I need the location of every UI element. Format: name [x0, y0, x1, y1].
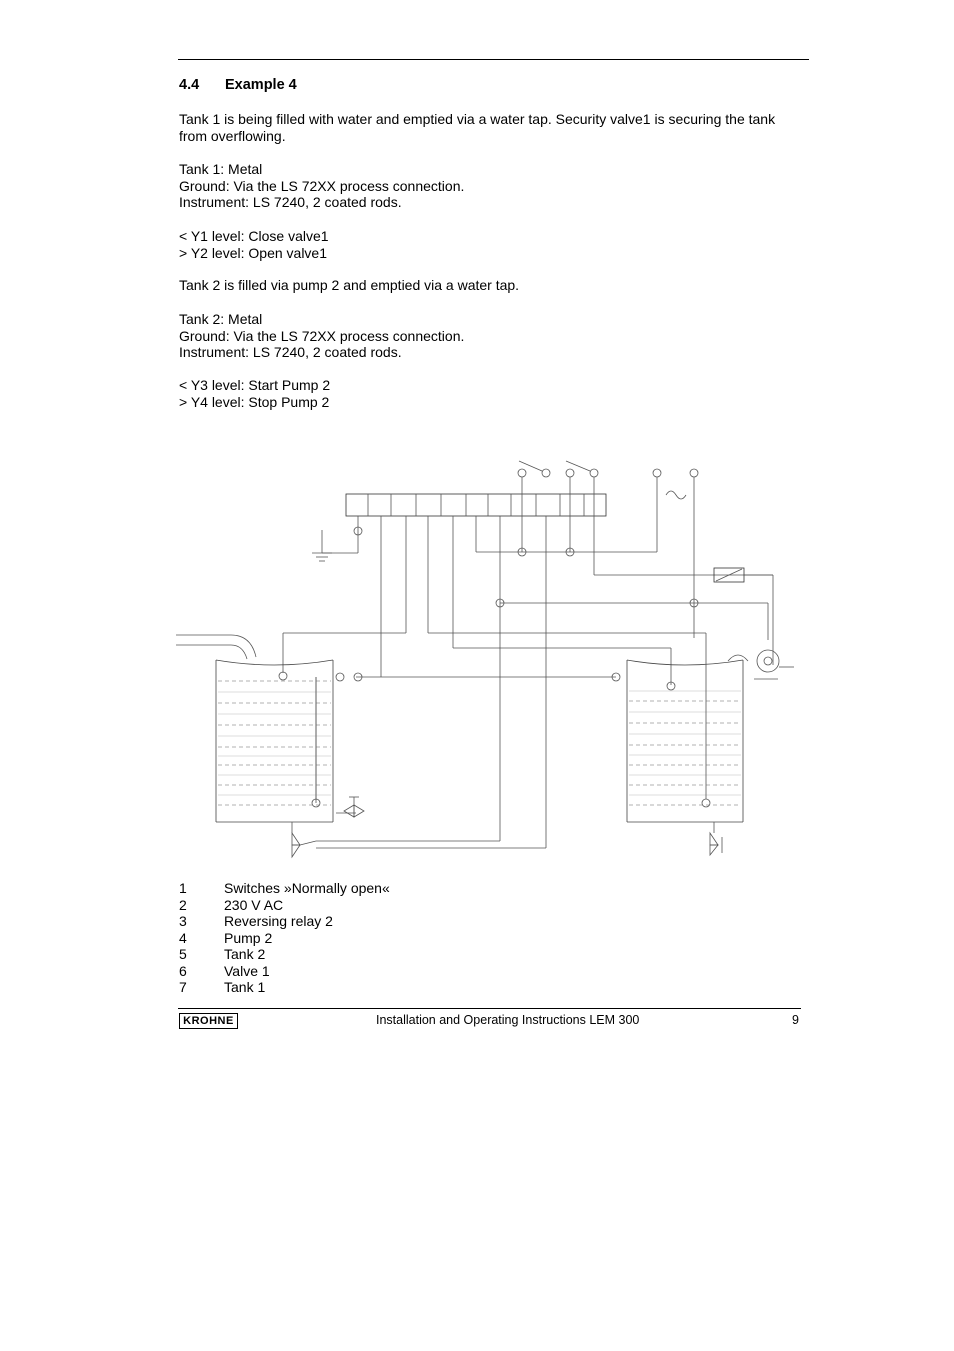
- section-number: 4.4: [179, 77, 200, 93]
- legend-number: 2: [179, 896, 187, 913]
- section-title: Example 4: [225, 77, 297, 93]
- text-line: > Y4 level: Stop Pump 2: [179, 393, 330, 410]
- text-line: Tank 2 is filled via pump 2 and emptied via a water tap.: [179, 277, 520, 293]
- text-line: Instrument: LS 7240, 2 coated rods.: [179, 194, 402, 210]
- legend-label: Pump 2: [224, 929, 273, 946]
- paragraph-intro-tank2: [179, 277, 809, 294]
- list-item: [179, 880, 390, 897]
- paragraph-tank1-spec: [179, 161, 809, 211]
- switch-icon: [518, 461, 598, 477]
- footer-title: Installation and Operating Instructions LEM 300: [376, 1013, 640, 1027]
- inlet-pipe: [176, 635, 256, 659]
- paragraph-intro-tank1: [179, 111, 809, 144]
- legend-label: Switches »Normally open«: [224, 880, 390, 896]
- list-item: [179, 897, 390, 914]
- page-number: 9: [792, 1013, 799, 1027]
- footer-rule: [178, 1008, 801, 1009]
- terminal-strip: [346, 494, 606, 516]
- text-line: from overflowing.: [179, 127, 286, 144]
- legend-number: 4: [179, 929, 187, 946]
- ac-supply-icon: [653, 469, 698, 638]
- legend-label: Reversing relay 2: [224, 913, 333, 929]
- legend-label: Tank 1: [224, 979, 266, 995]
- legend-number: 1: [179, 880, 187, 896]
- valve-1-icon: [344, 797, 364, 817]
- text-line: Ground: Via the LS 72XX process connection.: [179, 327, 465, 344]
- text-line: Ground: Via the LS 72XX process connection.: [179, 177, 465, 194]
- legend-number: 6: [179, 962, 187, 979]
- text-line: Instrument: LS 7240, 2 coated rods.: [179, 344, 402, 360]
- tap-icon: [710, 822, 722, 855]
- legend-label: Valve 1: [224, 962, 270, 979]
- text-line: Tank 1: Metal: [179, 161, 263, 177]
- ground-icon: [312, 516, 362, 561]
- pump-icon: [728, 650, 794, 679]
- tank-1: [216, 660, 333, 822]
- list-item: [179, 930, 390, 947]
- legend-label: 230 V AC: [224, 896, 284, 913]
- legend-number: 3: [179, 913, 187, 929]
- paragraph-tank2-spec: [179, 311, 809, 361]
- paragraph-tank1-levels: [179, 228, 809, 261]
- section-heading: [179, 77, 297, 93]
- valve-icon: [292, 822, 316, 857]
- krohne-logo: KROHNE: [179, 1013, 238, 1029]
- list-item: [179, 913, 390, 930]
- header-rule: [178, 59, 809, 60]
- text-line: Tank 2: Metal: [179, 311, 263, 327]
- text-line: < Y1 level: Close valve1: [179, 228, 329, 244]
- tank-2: [627, 660, 743, 822]
- text-line: Tank 1 is being filled with water and emptied via a water tap. Security valve1 is securing the tank: [179, 111, 776, 127]
- list-item: [179, 963, 390, 980]
- legend-number: 7: [179, 979, 187, 995]
- text-line: > Y2 level: Open valve1: [179, 244, 328, 261]
- legend-label: Tank 2: [224, 946, 266, 962]
- legend-list: [179, 880, 390, 996]
- wiring-diagram: [176, 455, 801, 865]
- paragraph-tank2-levels: [179, 377, 809, 410]
- text-line: < Y3 level: Start Pump 2: [179, 377, 331, 393]
- list-item: [179, 946, 390, 963]
- list-item: [179, 979, 390, 996]
- legend-number: 5: [179, 946, 187, 962]
